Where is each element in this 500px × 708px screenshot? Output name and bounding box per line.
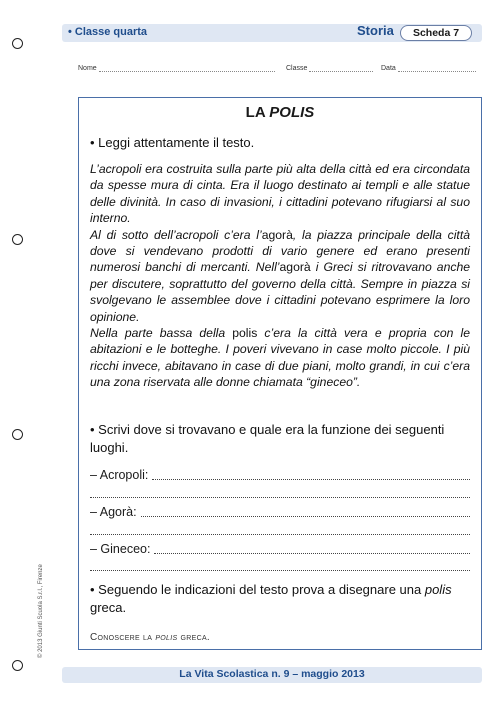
class-field-label: Classe <box>286 65 308 72</box>
answer-agora[interactable] <box>90 503 470 521</box>
objective-text: greca. <box>177 632 210 643</box>
date-field[interactable] <box>381 64 476 72</box>
instruction-write: • Scrivi dove si trovavano e quale era la funzione dei seguenti luoghi. <box>90 422 445 455</box>
title-italic: POLIS <box>269 104 315 121</box>
answer-line[interactable] <box>154 541 470 554</box>
name-line <box>99 64 275 72</box>
answer-line-blank-3[interactable] <box>90 558 470 575</box>
subject-title: Storia <box>357 23 394 38</box>
answer-label-acropoli: – Acropoli: <box>90 468 149 482</box>
objective-term: polis <box>155 632 178 643</box>
passage-paragraph-3 <box>90 325 470 391</box>
answer-label-agora: – Agorà: <box>90 505 137 519</box>
passage-text: c’era la città vera e propria con le abitazioni e le botteghe. I poveri vivevano in case molto piccole. I più ricchi invece, abitavano in case di due piani, molto grandi, in cui c’era una zona riservata alle donne chiamata “gineceo”. <box>90 326 470 390</box>
class-line <box>309 64 373 72</box>
answer-line-blank-2[interactable] <box>90 522 470 539</box>
passage-text: i Greci si ritrovavano anche per discutere, soprattutto del governo della città. Sempre in piazza si svolgevano le assemblee dove i cittadini potevano esprimere la loro opinione. <box>90 260 471 324</box>
binder-hole-2 <box>12 234 23 245</box>
answer-line[interactable] <box>90 558 470 571</box>
instruction-text: • Seguendo le indicazioni del testo prova a disegnare una <box>90 582 425 597</box>
date-line <box>398 64 476 72</box>
instruction-read: • Leggi attentamente il testo. <box>90 135 255 150</box>
answer-line[interactable] <box>90 485 470 498</box>
date-label: Data <box>381 65 396 72</box>
passage-term: agorà <box>279 260 311 275</box>
reading-passage <box>90 161 470 391</box>
passage-text: , la piazza principale della città dove si vendevano prodotti di vario genere ed erano presenti numerosi banchi di mercanti. Nell’ <box>90 227 470 275</box>
class-label: • Classe quarta <box>68 26 148 38</box>
answer-label-gineceo: – Gineceo: <box>90 542 151 556</box>
passage-text: Nella parte bassa della <box>90 326 233 341</box>
binder-hole-4 <box>12 660 23 671</box>
objective-text: Conoscere la <box>90 632 156 643</box>
passage-paragraph-2 <box>90 227 470 325</box>
name-field[interactable] <box>78 64 275 72</box>
instruction-term: polis <box>424 582 452 597</box>
answer-line-blank-1[interactable] <box>90 485 470 502</box>
learning-objective <box>90 632 210 643</box>
copyright-notice: © 2013 Giunti Scuola S.r.l., Firenze <box>38 564 44 658</box>
passage-text: Al di sotto dell’acropoli c’era l’ <box>90 227 262 242</box>
answer-line[interactable] <box>152 467 470 480</box>
worksheet-title <box>78 104 482 121</box>
footer-publication: La Vita Scolastica n. 9 – maggio 2013 <box>179 668 365 680</box>
instruction-text: greca. <box>90 600 127 615</box>
card-number-badge: Scheda 7 <box>400 25 472 41</box>
answer-gineceo[interactable] <box>90 540 470 558</box>
passage-term: agorà <box>261 227 293 242</box>
binder-hole-3 <box>12 429 23 440</box>
answer-line[interactable] <box>141 504 470 517</box>
passage-term: polis <box>232 326 258 341</box>
answer-acropoli[interactable] <box>90 466 470 484</box>
passage-paragraph-1: L’acropoli era costruita sulla parte più alta della città ed era circondata da spesse mura di cinta. Era il luogo destinato ai templi e alle statue delle divinità. In caso di invasioni, i cittadini potevano rifugiarsi al suo interno. <box>90 162 470 226</box>
title-prefix: LA <box>245 104 266 121</box>
instruction-draw <box>90 581 474 617</box>
name-label: Nome <box>78 65 97 72</box>
binder-hole-1 <box>12 38 23 49</box>
answer-line[interactable] <box>90 522 470 535</box>
class-field[interactable] <box>286 64 373 72</box>
